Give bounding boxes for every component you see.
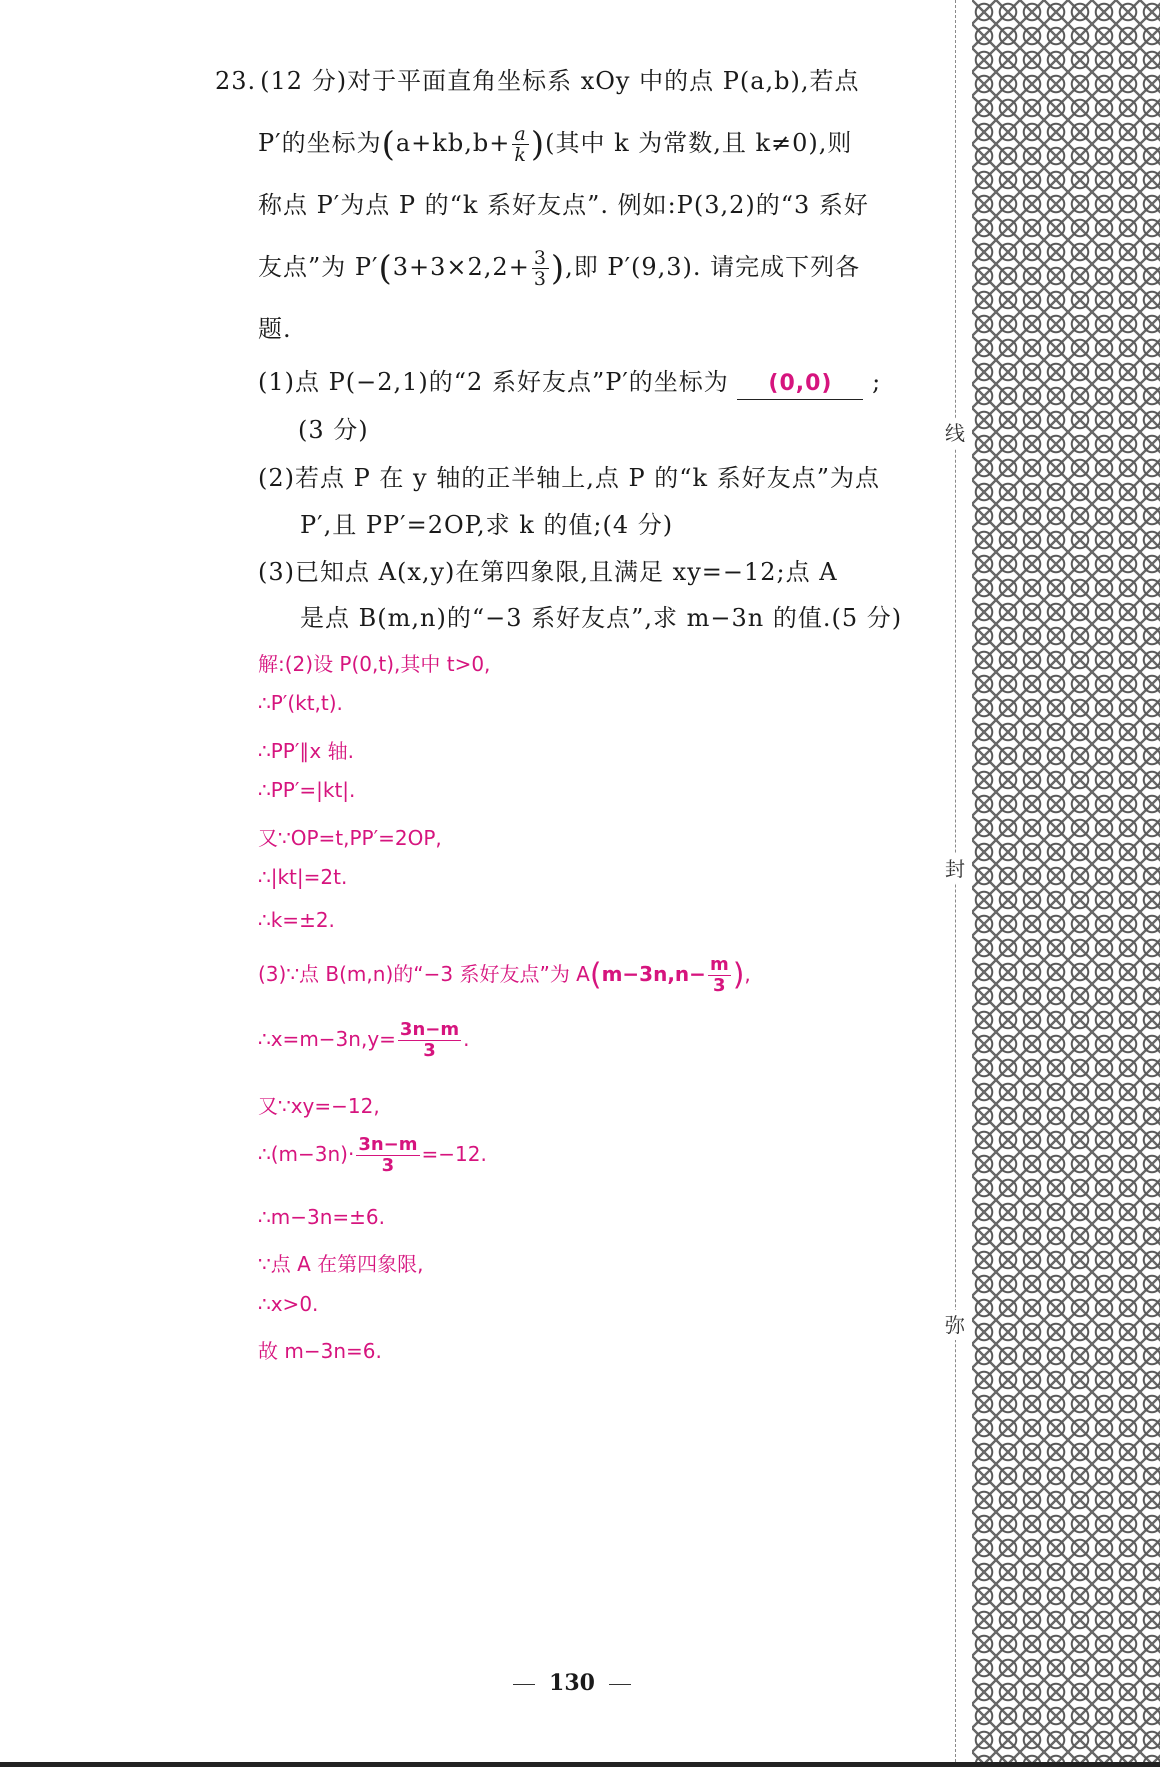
- question-line-5: 题.: [258, 315, 292, 343]
- solution-line-9: ∴x=m−3n,y= $\frac{3n-m}{3}$ .: [258, 1019, 470, 1061]
- solution-line-6: ∴|kt|=2t.: [258, 865, 348, 889]
- margin-label-line: 线: [944, 418, 966, 448]
- question-line-3: 称点 P′为点 P 的“k 系好友点”. 例如:P(3,2)的“3 系好: [258, 191, 869, 219]
- fraction-m-over-3: $\frac{m}{3}$: [709, 954, 729, 996]
- solution-line-4: ∴PP′=|kt|.: [258, 778, 356, 802]
- fraction-3n-m-over-3: $\frac{3n-m}{3}$: [399, 1019, 460, 1061]
- solution-line-14: ∴x>0.: [258, 1292, 319, 1316]
- solution-line-15: 故 m−3n=6.: [258, 1339, 382, 1363]
- subquestion-2-line-1: (2)若点 P 在 y 轴的正半轴上,点 P 的“k 系好友点”为点: [258, 464, 880, 492]
- question-line-1: [215, 50, 935, 112]
- answer-blank-q1: (0,0): [737, 369, 863, 400]
- decorative-pattern-strip: [972, 0, 1160, 1762]
- subquestion-2-line-2: P′,且 PP′=2OP,求 k 的值;(4 分): [300, 511, 674, 539]
- question-number: 23.: [215, 67, 257, 95]
- margin-label-close: 弥: [944, 1310, 966, 1340]
- solution-line-13: ∵点 A 在第四象限,: [258, 1252, 424, 1276]
- solution-line-5: 又∵OP=t,PP′=2OP,: [258, 826, 442, 850]
- fraction-3n-m-over-3-b: $\frac{3n-m}{3}$: [358, 1134, 418, 1176]
- solution-line-8: (3)∵点 B(m,n)的“−3 系好友点”为 A(m−3n,n− $\frac{m}{3}$ ),: [258, 954, 751, 996]
- solution-line-7: ∴k=±2.: [258, 908, 335, 932]
- question-intro-1: (12 分)对于平面直角坐标系 xOy 中的点 P(a,b),若点: [260, 67, 860, 95]
- fraction-a-over-k: $\frac{a}{k}$: [514, 123, 527, 166]
- bottom-bar: [0, 1762, 1160, 1767]
- solution-line-12: ∴m−3n=±6.: [258, 1205, 385, 1229]
- subquestion-1-points: (3 分): [298, 416, 369, 444]
- question-line-2: P′的坐标为(a+kb,b+ $\frac{a}{k}$ )(其中 k 为常数,且 k≠0),则: [258, 123, 853, 166]
- solution-line-1: 解:(2)设 P(0,t),其中 t>0,: [258, 652, 491, 676]
- subquestion-1: (1)点 P(−2,1)的“2 系好友点”P′的坐标为 (0,0) ;: [258, 362, 938, 400]
- solution-line-3: ∴PP′∥x 轴.: [258, 739, 354, 763]
- page-number: 130: [0, 1670, 1144, 1696]
- solution-line-11: ∴(m−3n)· $\frac{3n-m}{3}$ =−12.: [258, 1134, 487, 1176]
- question-line-4: 友点”为 P′(3+3×2,2+ $\frac{3}{3}$ ),即 P′(9,3). 请完成下列各: [258, 247, 861, 290]
- subquestion-3-line-1: (3)已知点 A(x,y)在第四象限,且满足 xy=−12;点 A: [258, 558, 838, 586]
- margin-label-seal: 封: [944, 854, 966, 884]
- subquestion-3-line-2: 是点 B(m,n)的“−3 系好友点”,求 m−3n 的值.(5 分): [300, 604, 903, 632]
- fraction-3-over-3: $\frac{3}{3}$: [533, 247, 547, 290]
- solution-line-10: 又∵xy=−12,: [258, 1094, 380, 1118]
- solution-line-2: ∴P′(kt,t).: [258, 691, 343, 715]
